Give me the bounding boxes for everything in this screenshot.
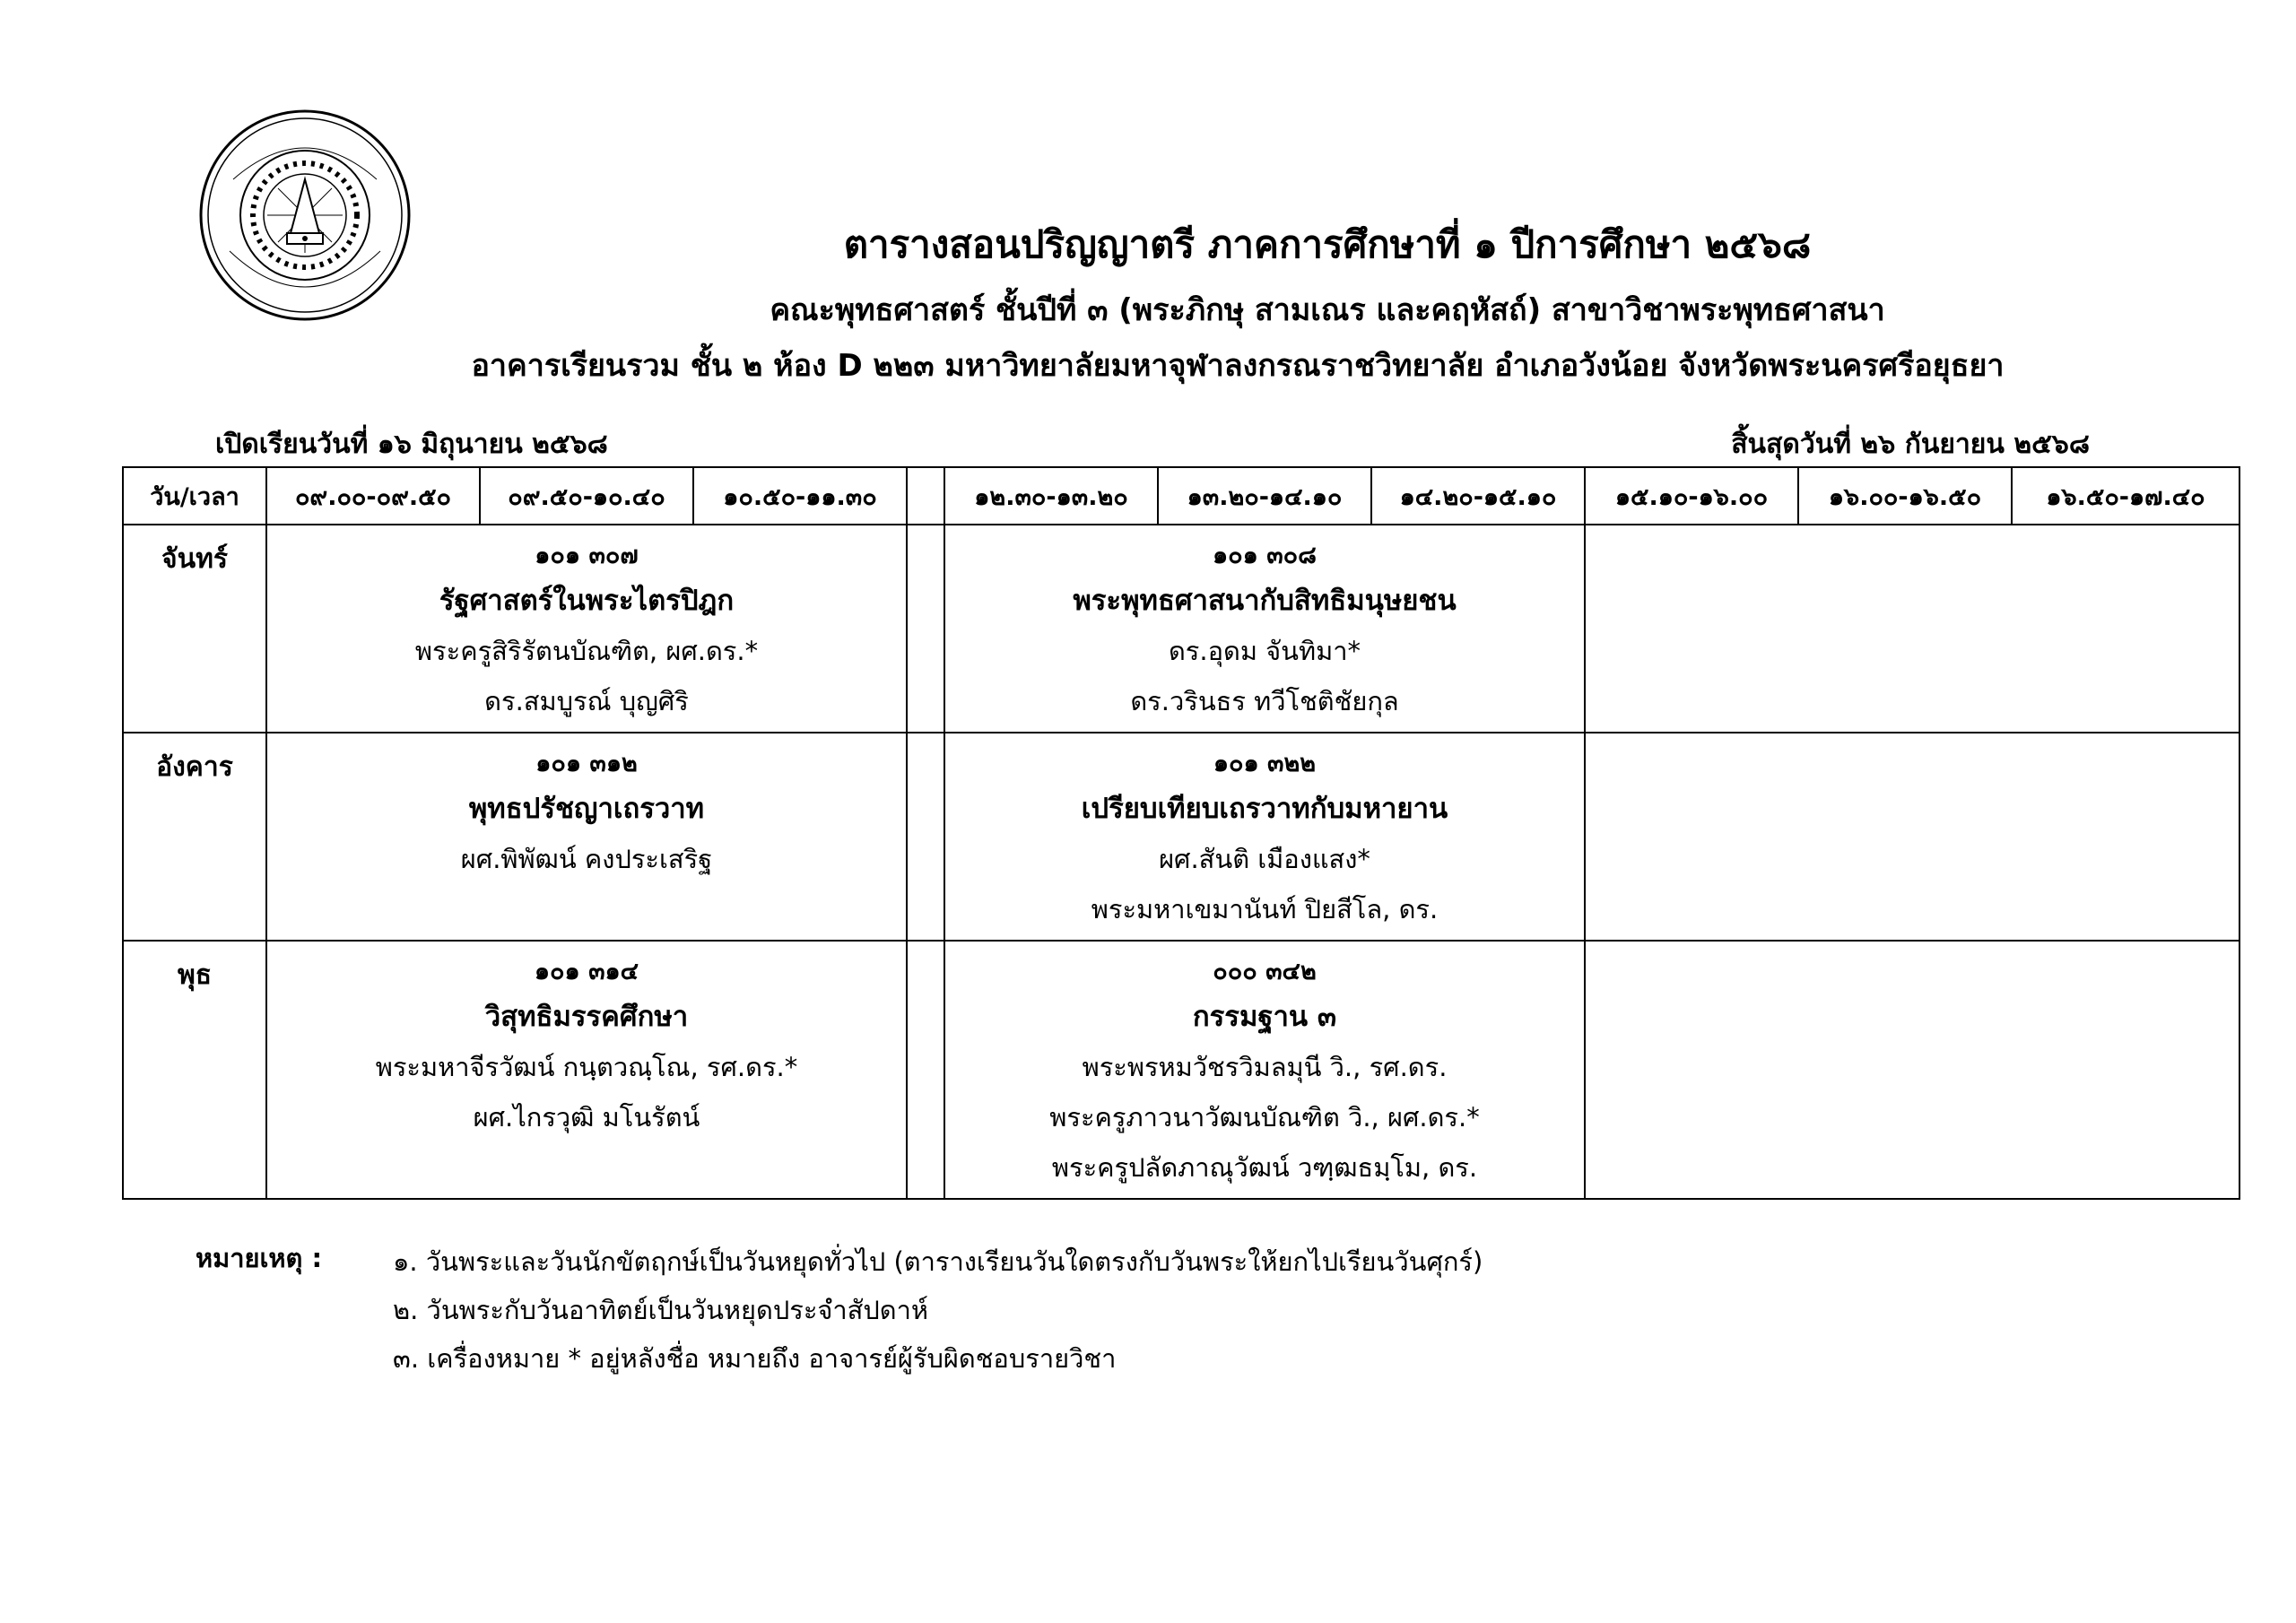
empty-cell	[1585, 941, 2239, 1199]
course-name: วิสุทธิมรรคศึกษา	[484, 1001, 689, 1033]
end-date: สิ้นสุดวันที่ ๒๖ กันยายน ๒๕๖๘	[1731, 429, 2090, 460]
notes-label: หมายเหตุ :	[196, 1243, 323, 1273]
time-slot: ๑๐.๕๐-๑๑.๓๐	[693, 467, 907, 525]
instructor: ดร.อุดม จันทิมา*	[1168, 636, 1361, 666]
empty-cell	[1585, 525, 2239, 733]
course-name: เปรียบเทียบเถรวาทกับมหายาน	[1081, 793, 1448, 825]
time-slot: ๐๙.๐๐-๐๙.๕๐	[266, 467, 480, 525]
page-title: ตารางสอนปริญญาตรี ภาคการศึกษาที่ ๑ ปีการศึกษา ๒๕๖๘	[843, 222, 1812, 266]
day-cell: อังคาร	[123, 733, 266, 941]
course-code: ๐๐๐ ๓๔๒	[1213, 958, 1317, 985]
course-cell	[266, 733, 907, 941]
course-code: ๑๐๑ ๓๐๘	[1213, 542, 1317, 569]
day-cell: พุธ	[123, 941, 266, 1199]
time-slot: ๑๓.๒๐-๑๔.๑๐	[1158, 467, 1371, 525]
day-cell: จันทร์	[123, 525, 266, 733]
instructor: พระครูปลัดภาณุวัฒน์ วฑฺฒธมฺโม, ดร.	[1051, 1152, 1478, 1183]
open-date: เปิดเรียนวันที่ ๑๖ มิถุนายน ๒๕๖๘	[215, 429, 608, 460]
lunch-break-cell	[907, 733, 944, 941]
note-item: ๒. วันพระกับวันอาทิตย์เป็นวันหยุดประจำสัปดาห์	[393, 1295, 929, 1325]
faculty-subtitle: คณะพุทธศาสตร์ ชั้นปีที่ ๓ (พระภิกษุ สามเณร และคฤหัสถ์) สาขาวิชาพระพุทธศาสนา	[770, 292, 1885, 328]
lunch-break-slot	[907, 467, 944, 525]
course-cell	[266, 941, 907, 1199]
instructor: ดร.วรินธร ทวีโชติชัยกุล	[1130, 686, 1399, 716]
time-slot: ๑๖.๕๐-๑๗.๔๐	[2012, 467, 2239, 525]
course-code: ๑๐๑ ๓๑๔	[534, 958, 639, 985]
table-row	[123, 941, 2239, 1199]
header-row	[123, 467, 2239, 525]
instructor: ดร.สมบูรณ์ บุญศิริ	[484, 686, 689, 716]
course-cell	[944, 733, 1585, 941]
notes-list	[393, 1237, 1918, 1383]
schedule-table	[122, 466, 2240, 1200]
corner-cell: วัน/เวลา	[123, 467, 266, 525]
table-row	[123, 525, 2239, 733]
lunch-break-cell	[907, 525, 944, 733]
course-code: ๑๐๑ ๓๒๒	[1213, 750, 1317, 777]
time-slot: ๑๕.๑๐-๑๖.๐๐	[1585, 467, 1798, 525]
instructor: ผศ.สันติ เมืองแสง*	[1159, 844, 1370, 874]
time-slot: ๑๔.๒๐-๑๕.๑๐	[1371, 467, 1585, 525]
instructor: พระมหาเขมานันท์ ปิยสีโล, ดร.	[1091, 894, 1439, 924]
instructor: พระครูสิริรัตนบัณฑิต, ผศ.ดร.*	[414, 636, 759, 666]
instructor: ผศ.พิพัฒน์ คงประเสริฐ	[460, 844, 713, 874]
course-name: รัฐศาสตร์ในพระไตรปิฎก	[439, 585, 735, 617]
university-seal-logo	[197, 108, 413, 323]
course-name: พุทธปรัชญาเถรวาท	[468, 793, 705, 825]
instructor: พระมหาจีรวัฒน์ กนฺตวณฺโณ, รศ.ดร.*	[375, 1052, 798, 1082]
course-code: ๑๐๑ ๓๐๗	[535, 542, 639, 569]
empty-cell	[1585, 733, 2239, 941]
lunch-break-cell	[907, 941, 944, 1199]
course-cell	[944, 525, 1585, 733]
instructor: พระพรหมวัชรวิมลมุนี วิ., รศ.ดร.	[1082, 1052, 1448, 1082]
instructor: พระครูภาวนาวัฒนบัณฑิต วิ., ผศ.ดร.*	[1049, 1102, 1480, 1133]
location-line: อาคารเรียนรวม ชั้น ๒ ห้อง D ๒๒๓ มหาวิทยาลัยมหาจุฬาลงกรณราชวิทยาลัย อำเภอวังน้อย จังหวัดพระนครศรีอยุธยา	[471, 348, 2005, 384]
course-name: กรรมฐาน ๓	[1192, 1001, 1337, 1033]
note-item: ๑. วันพระและวันนักขัตฤกษ์เป็นวันหยุดทั่วไป (ตารางเรียนวันใดตรงกับวันพระให้ยกไปเรียนวันศุกร์)	[393, 1246, 1483, 1277]
course-cell	[266, 525, 907, 733]
time-slot: ๑๖.๐๐-๑๖.๕๐	[1798, 467, 2012, 525]
course-name: พระพุทธศาสนากับสิทธิมนุษยชน	[1073, 585, 1457, 617]
course-code: ๑๐๑ ๓๑๒	[535, 750, 638, 777]
course-cell	[944, 941, 1585, 1199]
table-row	[123, 733, 2239, 941]
time-slot: ๑๒.๓๐-๑๓.๒๐	[944, 467, 1158, 525]
note-item: ๓. เครื่องหมาย * อยู่หลังชื่อ หมายถึง อาจารย์ผู้รับผิดชอบรายวิชา	[393, 1343, 1117, 1374]
instructor: ผศ.ไกรวุฒิ มโนรัตน์	[473, 1102, 700, 1133]
time-slot: ๐๙.๕๐-๑๐.๔๐	[480, 467, 693, 525]
